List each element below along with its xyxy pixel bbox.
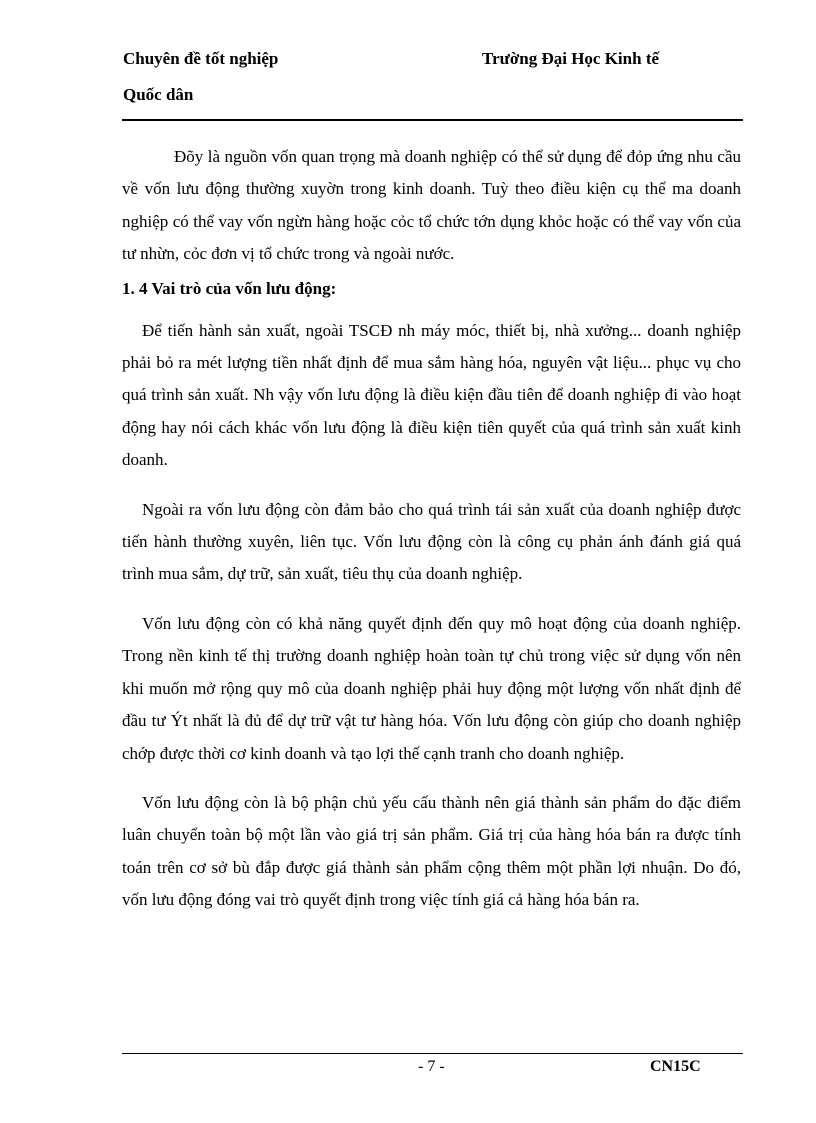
body-paragraph-2: Ngoài ra vốn lưu động còn đảm bảo cho quá trình tái sản xuất của doanh nghiệp được tiến hành thường xuyên, liên tục. Vốn lưu động còn là công cụ phản ánh đánh giá quá trình mua sắm, dự trữ, sản xuất, tiêu thụ của doanh nghiệp. [122, 499, 741, 584]
header-right-title: Trường Đại Học Kinh tế [482, 49, 660, 68]
page-number: - 7 - [418, 1058, 445, 1075]
header-left-title-line2: Quốc dân [123, 85, 194, 104]
body-paragraph-3: Vốn lưu động còn có khả năng quyết định đến quy mô hoạt động của doanh nghiệp. Trong nền kinh tế thị trường doanh nghiệp hoàn toàn tự chủ trong việc sử dụng vốn nên khi muốn mở rộng quy mô của doanh nghiệp phải huy động một lượng vốn nhất định để đầu tư Ýt nhất là đủ để dự trữ vật tư hàng hóa. Vốn lưu động còn giúp cho doanh nghiệp chớp được thời cơ kinh doanh và tạo lợi thế cạnh tranh cho doanh nghiệp. [122, 613, 741, 763]
footer-code: CN15C [650, 1058, 701, 1075]
document-body [122, 141, 741, 934]
header-left-title: Chuyên đề tốt nghiệp [123, 49, 279, 68]
body-paragraph-1: Để tiến hành sản xuất, ngoài TSCĐ nh máy móc, thiết bị, nhà xưởng... doanh nghiệp phải bỏ ra mét lượng tiền nhất định để mua sắm hàng hóa, nguyên vật liệu... phục vụ cho quá trình sản xuất. Nh vậy vốn lưu động là điều kiện đầu tiên để doanh nghiệp đi vào hoạt động hay nói cách khác vốn lưu động là điều kiện tiên quyết của quá trình sản xuất kinh doanh. [122, 320, 741, 470]
footer-divider [122, 1053, 743, 1054]
intro-paragraph: Đõy là nguồn vốn quan trọng mà doanh nghiệp có thể sử dụng để đỏp ứng nhu cầu về vốn lưu động thường xuyờn trong kinh doanh. Tuỳ theo điều kiện cụ thể ma doanh nghiệp có thể vay vốn ngừn hàng hoặc cỏc tổ chức tớn dụng khỏc hoặc có thể vay vốn của tư nhừn, cỏc đơn vị tổ chức trong và ngoài nước. [122, 147, 741, 264]
section-heading: 1. 4 Vai trò của vốn lưu động: [122, 278, 337, 298]
header-divider [122, 119, 743, 121]
body-paragraph-4: Vốn lưu động còn là bộ phận chủ yếu cấu thành nên giá thành sản phẩm do đặc điểm luân chuyển toàn bộ một lần vào giá trị sản phẩm. Giá trị của hàng hóa bán ra được tính toán trên cơ sở bù đắp được giá thành sản phẩm cộng thêm một phần lợi nhuận. Do đó, vốn lưu động đóng vai trò quyết định trong việc tính giá cả hàng hóa bán ra. [122, 792, 741, 910]
